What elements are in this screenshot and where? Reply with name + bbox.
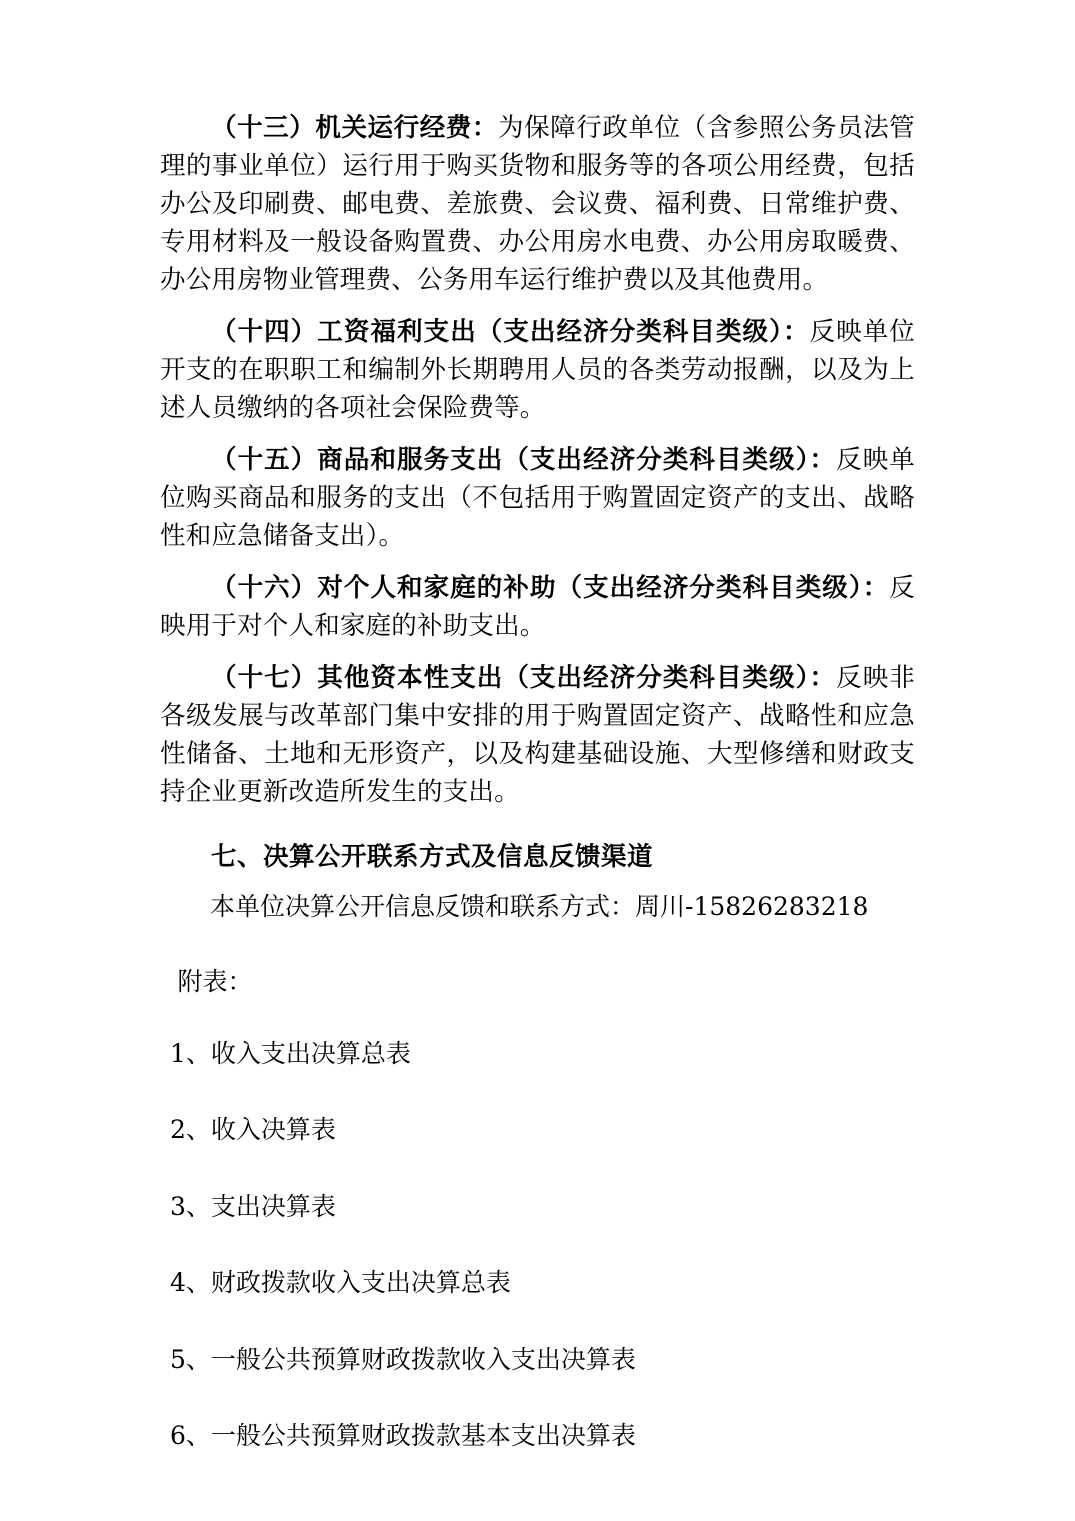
attachment-item-4: 4、财政拨款收入支出决算总表 [170,1268,511,1298]
paragraph-16-body: 反映用于对个人和家庭的补助支出。 [160,572,915,641]
contact-line: 本单位决算公开信息反馈和联系方式：周川-15826283218 [210,891,869,921]
attachment-item-1: 1、收入支出决算总表 [170,1038,411,1068]
attachment-label: 附表： [177,967,253,997]
paragraph-13 [160,110,915,300]
attachment-item-5: 5、一般公共预算财政拨款收入支出决算表 [170,1344,636,1374]
paragraph-14 [160,314,915,428]
paragraph-16-lead: （十六）对个人和家庭的补助（支出经济分类科目类级）： [211,572,890,603]
paragraph-14-lead: （十四）工资福利支出（支出经济分类科目类级）： [211,316,810,347]
paragraph-13-body: 为保障行政单位（含参照公务员法管理的事业单位）运行用于购买货物和服务等的各项公用经费，包括办公及印刷费、邮电费、差旅费、会议费、福利费、日常维护费、专用材料及一般设备购置费、办公用房水电费、办公用房取暖费、办公用房物业管理费、公务用车运行维护费以及其他费用。 [160,113,916,295]
paragraph-15 [160,442,915,556]
attachment-item-2: 2、收入决算表 [170,1115,336,1145]
paragraph-15-body: 反映单位购买商品和服务的支出（不包括用于购置固定资产的支出、战略性和应急储备支出）。 [160,444,915,551]
paragraph-14-body: 反映单位开支的在职职工和编制外长期聘用人员的各类劳动报酬，以及为上述人员缴纳的各项社会保险费等。 [160,316,915,423]
attachment-item-6: 6、一般公共预算财政拨款基本支出决算表 [170,1421,636,1451]
paragraph-16 [160,570,915,646]
paragraph-17-body: 反映非各级发展与改革部门集中安排的用于购置固定资产、战略性和应急性储备、土地和无形资产，以及构建基础设施、大型修缮和财政支持企业更新改造所发生的支出。 [160,662,915,807]
paragraph-17 [160,660,915,812]
paragraph-17-lead: （十七）其他资本性支出（支出经济分类科目类级）： [211,662,837,693]
paragraph-13-lead: （十三）机关运行经费： [211,113,498,143]
paragraph-15-lead: （十五）商品和服务支出（支出经济分类科目类级）： [211,444,837,475]
attachment-item-3: 3、支出决算表 [170,1191,336,1221]
section-heading-seven: 七、决算公开联系方式及信息反馈渠道 [211,841,654,872]
